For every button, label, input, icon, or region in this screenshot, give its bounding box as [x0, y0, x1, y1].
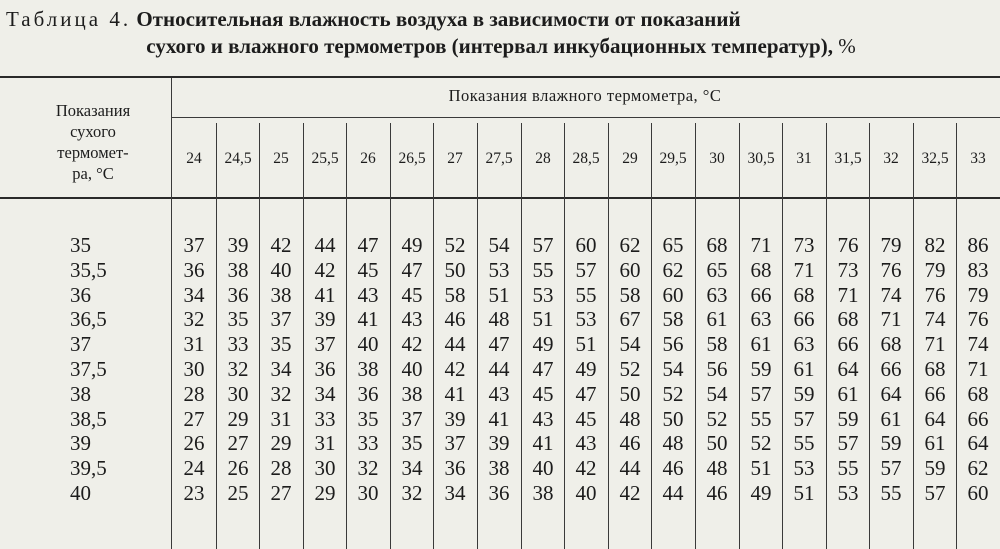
table-cell: 79: [880, 233, 902, 257]
table-cell: 64: [967, 431, 989, 456]
table-cell: 32: [270, 381, 292, 406]
table-cell: 59: [880, 431, 902, 456]
table-cell: 31: [183, 332, 205, 357]
table-cell: 36: [227, 282, 249, 307]
table-cell: 49: [575, 357, 597, 381]
table-cell: 60: [619, 257, 641, 282]
table-cell: 29: [227, 406, 249, 431]
table-cell: 61: [880, 406, 902, 431]
table-cell: 31: [314, 431, 336, 456]
table-cell: 57: [532, 233, 554, 257]
table-cell: 74: [880, 282, 902, 307]
table-cell: 38: [357, 357, 379, 381]
table-cell: 39: [314, 307, 336, 332]
column-header: 25: [273, 150, 289, 167]
table-cell: 34: [314, 381, 336, 406]
table-cell: 43: [532, 406, 554, 431]
title-text-1: Относительная влажность воздуха в зависимости от показаний: [136, 7, 741, 31]
table-cell: 68: [793, 282, 815, 307]
table-cell: 55: [750, 406, 772, 431]
table-cell: 28: [183, 381, 205, 406]
table-cell: 41: [444, 381, 466, 406]
table-cell: 25: [227, 481, 249, 505]
table-cell: 42: [270, 233, 292, 257]
row-label: 39,5: [70, 456, 107, 481]
table-cell: 23: [183, 481, 205, 505]
table-cell: 36: [314, 357, 336, 381]
column-header: 33: [970, 150, 986, 167]
table-cell: 61: [706, 307, 728, 332]
column-header: 29,5: [659, 150, 687, 167]
table-cell: 35: [357, 406, 379, 431]
table-cell: 39: [488, 431, 510, 456]
table-cell: 30: [357, 481, 379, 505]
table-cell: 54: [488, 233, 510, 257]
table-cell: 61: [750, 332, 772, 357]
table-cell: 30: [227, 381, 249, 406]
column-header: 31,5: [834, 150, 862, 167]
table-cell: 55: [575, 282, 597, 307]
table-cell: 41: [488, 406, 510, 431]
dry-header-line: термомет-: [57, 143, 129, 162]
table-cell: 61: [924, 431, 946, 456]
table-cell: 44: [444, 332, 466, 357]
table-cell: 66: [880, 357, 902, 381]
table-cell: 41: [357, 307, 379, 332]
table-cell: 44: [619, 456, 641, 481]
table-cell: 83: [967, 257, 989, 282]
top-rule: [0, 76, 1000, 78]
table-cell: 76: [880, 257, 902, 282]
table-cell: 42: [619, 481, 641, 505]
table-cell: 57: [750, 381, 772, 406]
table-cell: 37: [183, 233, 205, 257]
title-line-2: [6, 33, 996, 60]
table-cell: 40: [575, 481, 597, 505]
table-cell: 38: [227, 257, 249, 282]
table-cell: 57: [837, 431, 859, 456]
table-cell: 39: [227, 233, 249, 257]
table-cell: 71: [880, 307, 902, 332]
table-cell: 28: [270, 456, 292, 481]
table-cell: 52: [706, 406, 728, 431]
table-cell: 60: [662, 282, 684, 307]
table-cell: 66: [837, 332, 859, 357]
table-cell: 57: [924, 481, 946, 505]
table-cell: 26: [227, 456, 249, 481]
table-cell: 73: [837, 257, 859, 282]
table-cell: 51: [575, 332, 597, 357]
table-cell: 46: [444, 307, 466, 332]
table-cell: 55: [880, 481, 902, 505]
table-cell: 40: [270, 257, 292, 282]
column-header: 32,5: [921, 150, 949, 167]
table-cell: 68: [880, 332, 902, 357]
table-cell: 34: [270, 357, 292, 381]
table-cell: 48: [488, 307, 510, 332]
table-cell: 45: [575, 406, 597, 431]
table-cell: 79: [967, 282, 989, 307]
table-cell: 57: [575, 257, 597, 282]
table-cell: 33: [314, 406, 336, 431]
table-cell: 47: [488, 332, 510, 357]
row-label: 38,5: [70, 406, 107, 431]
table-cell: 35: [227, 307, 249, 332]
dry-header-line: ра, °С: [72, 164, 114, 183]
table-cell: 41: [532, 431, 554, 456]
column-header: 30: [709, 150, 725, 167]
table-cell: 37: [401, 406, 423, 431]
column-header: 24: [186, 150, 202, 167]
table-cell: 71: [967, 357, 989, 381]
table-cell: 27: [270, 481, 292, 505]
table-cell: 62: [619, 233, 641, 257]
row-label: 35,5: [70, 257, 107, 282]
table-cell: 37: [314, 332, 336, 357]
table-cell: 51: [793, 481, 815, 505]
table-cell: 40: [401, 357, 423, 381]
wet-thermometer-header: Показания влажного термометра, °С: [448, 86, 722, 105]
title-text-2: сухого и влажного термометров (интервал инкубационных температур),: [146, 34, 833, 58]
table-cell: 30: [314, 456, 336, 481]
table-cell: 79: [924, 257, 946, 282]
table-cell: 45: [401, 282, 423, 307]
table-cell: 27: [183, 406, 205, 431]
wet-header-rule: [172, 117, 1000, 118]
table-cell: 57: [880, 456, 902, 481]
table-cell: 63: [750, 307, 772, 332]
table-cell: 63: [706, 282, 728, 307]
table-cell: 53: [793, 456, 815, 481]
row-label: 36: [70, 282, 91, 307]
table-cell: 59: [924, 456, 946, 481]
table-cell: 38: [532, 481, 554, 505]
table-cell: 60: [575, 233, 597, 257]
table-cell: 37: [270, 307, 292, 332]
table-cell: 41: [314, 282, 336, 307]
table-number: Таблица 4.: [6, 7, 132, 31]
table-cell: 61: [837, 381, 859, 406]
row-label: 37: [70, 332, 91, 357]
dry-header-line: сухого: [70, 122, 116, 141]
table-cell: 68: [750, 257, 772, 282]
table-cell: 27: [227, 431, 249, 456]
dry-header-line: Показания: [55, 101, 131, 120]
table-cell: 53: [837, 481, 859, 505]
table-cell: 59: [793, 381, 815, 406]
row-label: 37,5: [70, 357, 107, 381]
table-cell: 52: [662, 381, 684, 406]
table-cell: 38: [401, 381, 423, 406]
table-cell: 58: [662, 307, 684, 332]
column-header: 31: [796, 150, 812, 167]
table-cell: 74: [924, 307, 946, 332]
table-cell: 32: [401, 481, 423, 505]
table-cell: 50: [706, 431, 728, 456]
table-cell: 35: [401, 431, 423, 456]
table-cell: 82: [924, 233, 946, 257]
column-header: 30,5: [747, 150, 775, 167]
table-cell: 62: [662, 257, 684, 282]
table-cell: 43: [401, 307, 423, 332]
row-label: 38: [70, 381, 91, 406]
table-cell: 67: [619, 307, 641, 332]
table-cell: 62: [967, 456, 989, 481]
table-cell: 36: [444, 456, 466, 481]
table-cell: 30: [183, 357, 205, 381]
table-cell: 29: [270, 431, 292, 456]
table-cell: 52: [444, 233, 466, 257]
title-unit: %: [838, 34, 856, 58]
table-cell: 73: [793, 233, 815, 257]
table-cell: 46: [706, 481, 728, 505]
header-rule: [0, 197, 1000, 199]
table-cell: 76: [924, 282, 946, 307]
table-cell: 36: [488, 481, 510, 505]
table-cell: 49: [750, 481, 772, 505]
table-cell: 71: [750, 233, 772, 257]
table-cell: 68: [837, 307, 859, 332]
table-cell: 66: [924, 381, 946, 406]
row-label: 40: [70, 481, 91, 505]
table-cell: 47: [357, 233, 379, 257]
table-cell: 44: [662, 481, 684, 505]
table-cell: 58: [619, 282, 641, 307]
table-cell: 56: [706, 357, 728, 381]
table-cell: 59: [837, 406, 859, 431]
table-cell: 42: [575, 456, 597, 481]
table-cell: 42: [401, 332, 423, 357]
row-label: 36,5: [70, 307, 107, 332]
table-cell: 43: [488, 381, 510, 406]
table-cell: 52: [750, 431, 772, 456]
table-cell: 76: [967, 307, 989, 332]
table-cell: 33: [227, 332, 249, 357]
table-cell: 51: [532, 307, 554, 332]
table-cell: 54: [662, 357, 684, 381]
table-cell: 53: [532, 282, 554, 307]
table-cell: 49: [401, 233, 423, 257]
table-cell: 71: [837, 282, 859, 307]
table-cell: 60: [967, 481, 989, 505]
table-title: [6, 6, 996, 60]
table-cell: 48: [706, 456, 728, 481]
table-cell: 64: [924, 406, 946, 431]
table-cell: 37: [444, 431, 466, 456]
column-header: 26,5: [398, 150, 426, 167]
table-cell: 43: [357, 282, 379, 307]
table-cell: 45: [357, 257, 379, 282]
table-cell: 36: [357, 381, 379, 406]
table-cell: 38: [488, 456, 510, 481]
row-label: 35: [70, 233, 91, 257]
table-cell: 42: [444, 357, 466, 381]
table-cell: 54: [706, 381, 728, 406]
table-cell: 47: [575, 381, 597, 406]
table-cell: 49: [532, 332, 554, 357]
table-cell: 76: [837, 233, 859, 257]
table-cell: 53: [488, 257, 510, 282]
table-cell: 35: [270, 332, 292, 357]
column-header: 24,5: [224, 150, 252, 167]
table-cell: 66: [967, 406, 989, 431]
table-cell: 68: [967, 381, 989, 406]
table-cell: 48: [619, 406, 641, 431]
table-cell: 42: [314, 257, 336, 282]
table-cell: 58: [706, 332, 728, 357]
table-cell: 45: [532, 381, 554, 406]
table-cell: 40: [357, 332, 379, 357]
table-cell: 32: [227, 357, 249, 381]
table-cell: 59: [750, 357, 772, 381]
column-header: 32: [883, 150, 899, 167]
table-cell: 58: [444, 282, 466, 307]
table-cell: 51: [488, 282, 510, 307]
table-cell: 68: [924, 357, 946, 381]
table-cell: 29: [314, 481, 336, 505]
table-cell: 50: [619, 381, 641, 406]
dry-thermometer-header: [18, 100, 168, 184]
table-cell: 50: [444, 257, 466, 282]
table-cell: 71: [924, 332, 946, 357]
table-cell: 55: [793, 431, 815, 456]
table-cell: 32: [357, 456, 379, 481]
table-cell: 50: [662, 406, 684, 431]
title-line-1: [6, 6, 996, 33]
column-header: 28: [535, 150, 551, 167]
table-cell: 56: [662, 332, 684, 357]
table-cell: 34: [401, 456, 423, 481]
column-header: 26: [360, 150, 376, 167]
table-cell: 63: [793, 332, 815, 357]
table-cell: 46: [619, 431, 641, 456]
table-cell: 52: [619, 357, 641, 381]
table-cell: 61: [793, 357, 815, 381]
table-cell: 64: [880, 381, 902, 406]
table-cell: 55: [837, 456, 859, 481]
table-cell: 57: [793, 406, 815, 431]
row-label: 39: [70, 431, 91, 456]
table-cell: 24: [183, 456, 205, 481]
column-header: 28,5: [572, 150, 600, 167]
table-cell: 54: [619, 332, 641, 357]
table-cell: 44: [314, 233, 336, 257]
column-header: 25,5: [311, 150, 339, 167]
column-header: 27,5: [485, 150, 513, 167]
table-cell: 34: [183, 282, 205, 307]
table-cell: 44: [488, 357, 510, 381]
table-cell: 26: [183, 431, 205, 456]
column-header: 29: [622, 150, 638, 167]
table-cell: 43: [575, 431, 597, 456]
table-cell: 47: [401, 257, 423, 282]
table-cell: 68: [706, 233, 728, 257]
column-header: 27: [447, 150, 463, 167]
table-cell: 66: [750, 282, 772, 307]
table-cell: 65: [706, 257, 728, 282]
table-cell: 36: [183, 257, 205, 282]
table-cell: 47: [532, 357, 554, 381]
table-cell: 65: [662, 233, 684, 257]
table-cell: 48: [662, 431, 684, 456]
table-cell: 39: [444, 406, 466, 431]
table-cell: 33: [357, 431, 379, 456]
table-cell: 38: [270, 282, 292, 307]
table-cell: 71: [793, 257, 815, 282]
table-cell: 31: [270, 406, 292, 431]
table-cell: 51: [750, 456, 772, 481]
table-cell: 32: [183, 307, 205, 332]
table-cell: 34: [444, 481, 466, 505]
table-cell: 40: [532, 456, 554, 481]
table-cell: 86: [967, 233, 989, 257]
table-cell: 64: [837, 357, 859, 381]
table-cell: 55: [532, 257, 554, 282]
table-cell: 46: [662, 456, 684, 481]
table-cell: 66: [793, 307, 815, 332]
table-cell: 74: [967, 332, 989, 357]
table-cell: 53: [575, 307, 597, 332]
